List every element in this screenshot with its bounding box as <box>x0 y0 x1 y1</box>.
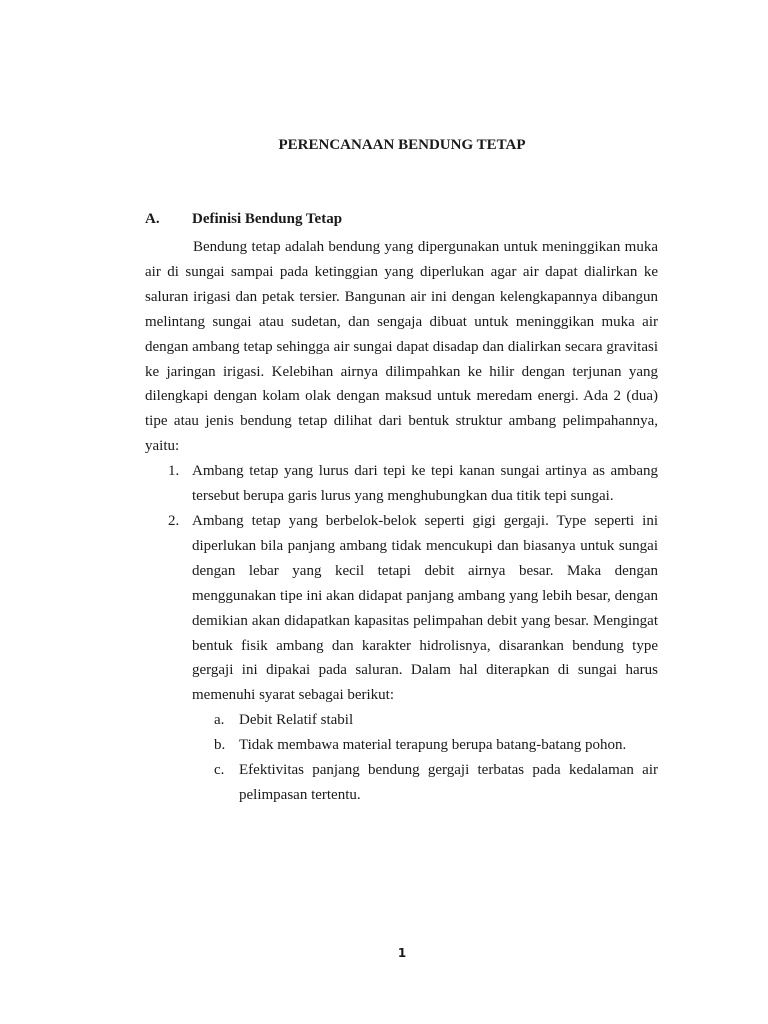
page-number: 1 <box>397 946 407 960</box>
section-heading <box>145 211 342 228</box>
sublist-item-text: Efektivitas panjang bendung gergaji terbatas pada kedalaman air pelimpasan tertentu. <box>239 762 658 803</box>
section-body <box>145 235 658 808</box>
body-paragraph: Bendung tetap adalah bendung yang dipergunakan untuk meninggikan muka air di sungai sampai pada ketinggian yang diperlukan agar air dapat dialirkan ke saluran irigasi dan petak tersier. Bangunan air ini dengan kelengkapannya dibangun melintang sungai atau sudetan, dan sengaja dibuat untuk meninggikan muka air dengan ambang tetap sehingga air sungai dapat disadap dan dialirkan secara gravitasi ke jaringan irigasi. Kelebihan airnya dilimpahkan ke hilir dengan terjunan yang dilengkapi dengan kolam olak dengan maksud untuk meredam energi. Ada 2 (dua) tipe atau jenis bendung tetap dilihat dari bentuk struktur ambang pelimpahannya, yaitu: <box>145 239 658 455</box>
sublist-item-text: Tidak membawa material terapung berupa batang-batang pohon. <box>239 737 627 754</box>
list-item <box>145 509 658 808</box>
sublist-marker: a. <box>214 712 225 729</box>
list-marker: 2. <box>168 512 180 529</box>
sublist-item <box>192 758 658 808</box>
sublist-item <box>192 733 658 758</box>
list-item-text: Ambang tetap yang berbelok-belok seperti gigi gergaji. Type seperti ini diperlukan bila panjang ambang tidak mencukupi dan biasanya untuk sungai dengan lebar yang kecil tetapi debit airnya besar. Maka dengan menggunakan tipe ini akan didapat panjang ambang yang lebih besar, dengan demikian akan didapatkan kapasitas pelimpahan debit yang besar. Mengingat bentuk fisik ambang dan karakter hidrolisnya, disarankan bendung type gergaji ini dipakai pada saluran. Dalam hal diterapkan di sungai harus memenuhi syarat sebagai berikut: <box>192 512 658 704</box>
page-title: PERENCANAAN BENDUNG TETAP <box>278 137 526 153</box>
sublist-item-text: Debit Relatif stabil <box>239 712 354 729</box>
numbered-list <box>145 459 658 808</box>
lettered-sublist <box>192 708 658 808</box>
sublist-marker: b. <box>214 737 226 754</box>
sublist-item <box>192 708 658 733</box>
list-item <box>145 459 658 509</box>
list-marker: 1. <box>168 463 180 480</box>
section-title: Definisi Bendung Tetap <box>192 211 343 227</box>
sublist-marker: c. <box>214 762 225 779</box>
section-number: A. <box>145 211 160 227</box>
list-item-text: Ambang tetap yang lurus dari tepi ke tepi kanan sungai artinya as ambang tersebut berupa garis lurus yang menghubungkan dua titik tepi sungai. <box>192 463 658 505</box>
